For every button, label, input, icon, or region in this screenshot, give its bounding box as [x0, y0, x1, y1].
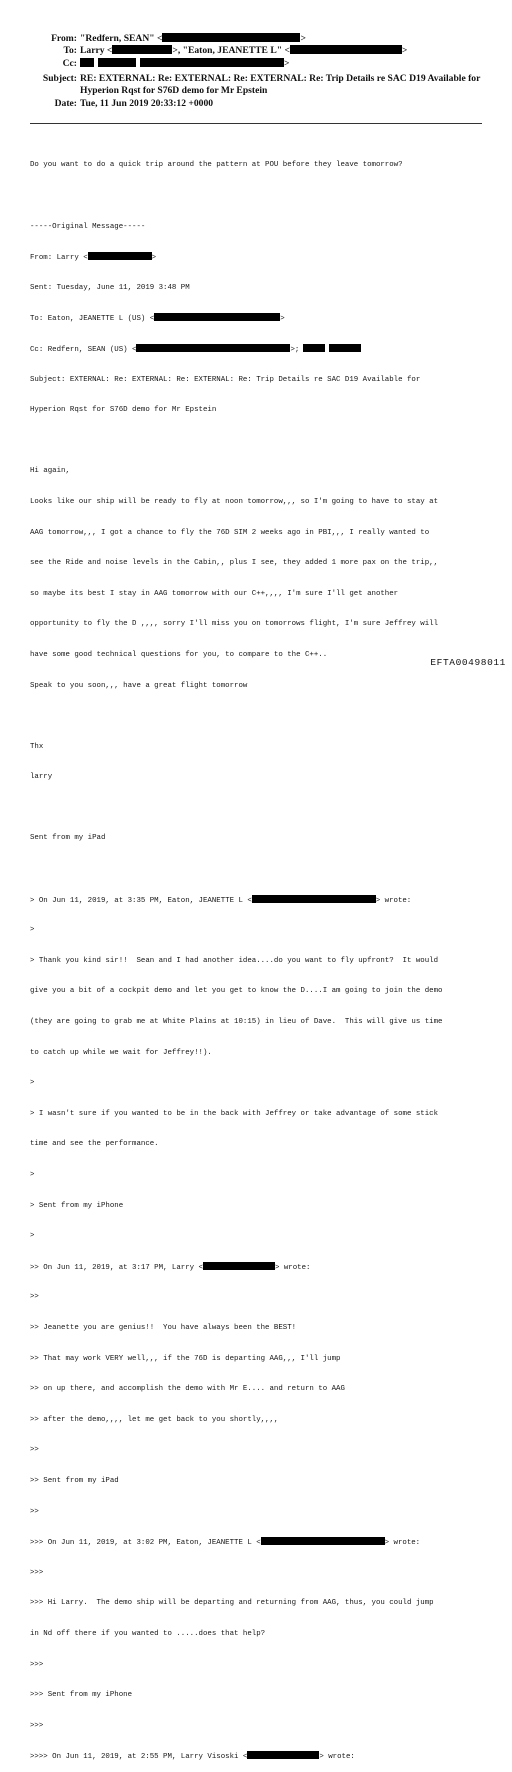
body-line: Subject: EXTERNAL: Re: EXTERNAL: Re: EXTERNAL: Re: Trip Details re SAC D19 Available for — [30, 375, 421, 384]
body-line: Sent from my iPad — [30, 834, 106, 843]
body-line: Thx — [30, 742, 44, 751]
body-line: >>> Sent from my iPhone — [30, 1691, 133, 1700]
document-id: EFTA00498011 — [430, 657, 506, 668]
body-line: >>> — [30, 1721, 44, 1730]
body-line: time and see the performance. — [30, 1140, 159, 1149]
redaction-block — [247, 1751, 319, 1759]
redaction-block — [290, 45, 402, 54]
body-line: >> — [30, 1446, 39, 1455]
from-value: "Redfern, SEAN" < — [80, 33, 163, 44]
from-tail: > — [300, 33, 306, 44]
body-line: >> On Jun 11, 2019, at 3:17 PM, Larry < > wrote: — [30, 1263, 311, 1272]
from-label: From: — [51, 33, 77, 44]
body-line: AAG tomorrow,,, I got a chance to fly the 76D SIM 2 weeks ago in PBI,,, I really wanted to — [30, 528, 430, 537]
body-line: >> That may work VERY well,,, if the 76D is departing AAG,,, I'll jump — [30, 1354, 341, 1363]
body-line: >> — [30, 1507, 39, 1516]
body-line: Sent: Tuesday, June 11, 2019 3:48 PM — [30, 283, 190, 292]
body-line: > — [30, 926, 35, 935]
redaction-block — [252, 895, 376, 903]
date-label: Date: — [54, 98, 77, 109]
body-line: Cc: Redfern, SEAN (US) < >; — [30, 344, 490, 354]
original-message-divider: -----Original Message----- — [30, 222, 146, 231]
body-line: From: Larry < > — [30, 254, 157, 263]
body-line: give you a bit of a cockpit demo and let you get to know the D....I am going to join the demo — [30, 987, 443, 996]
body-line: >>>> On Jun 11, 2019, at 2:55 PM, Larry Visoski < > wrote: — [30, 1753, 355, 1762]
body-line: >> on up there, and accomplish the demo with Mr E.... and return to AAG — [30, 1385, 345, 1394]
to-tail: > — [401, 45, 408, 56]
body-line: > — [30, 1079, 35, 1088]
cc-tail: > — [284, 58, 290, 69]
body-line: >>> — [30, 1660, 44, 1669]
redaction-block — [203, 1262, 275, 1270]
subject-line-2: Hyperion Rqst for S76D demo for Mr Epstein — [80, 85, 268, 96]
body-line: >> Sent from my iPad — [30, 1476, 119, 1485]
email-body — [30, 140, 490, 1772]
body-line: Speak to you soon,,, have a great flight tomorrow — [30, 681, 248, 690]
body-line: Hyperion Rqst for S76D demo for Mr Epstein — [30, 406, 217, 415]
date-value: Tue, 11 Jun 2019 20:33:12 +0000 — [80, 98, 214, 109]
body-line: have some good technical questions for you, to compare to the C++.. — [30, 650, 328, 659]
body-line: so maybe its best I stay in AAG tomorrow with our C++,,,, I'm sure I'll get another — [30, 589, 399, 598]
redaction-block — [136, 344, 290, 352]
to-value-2: >, "Eaton, JEANETTE L" < — [172, 45, 290, 56]
subject-line-1: RE: EXTERNAL: Re: EXTERNAL: Re: EXTERNAL: Re: Trip Details re SAC D19 Available for — [80, 73, 481, 84]
body-line: >> Jeanette you are genius!! You have always been the BEST! — [30, 1323, 297, 1332]
body-line: Hi again, — [30, 467, 70, 476]
redaction-block — [303, 344, 325, 352]
body-line: >> — [30, 1293, 39, 1302]
body-line: to catch up while we wait for Jeffrey!!). — [30, 1048, 212, 1057]
redaction-block — [88, 252, 152, 260]
body-line: in Nd off there if you wanted to .....does that help? — [30, 1629, 266, 1638]
body-line: > — [30, 1232, 35, 1241]
redaction-block — [98, 58, 136, 67]
redaction-block — [162, 33, 300, 42]
body-line: > I wasn't sure if you wanted to be in the back with Jeffrey or take advantage of some stick — [30, 1109, 439, 1118]
body-line: opportunity to fly the D ,,,, sorry I'll miss you on tomorrows flight, I'm sure Jeffrey will — [30, 620, 439, 629]
to-value-1: Larry < — [80, 45, 113, 56]
body-line: >>> On Jun 11, 2019, at 3:02 PM, Eaton, JEANETTE L < > wrote: — [30, 1539, 421, 1548]
body-line: (they are going to grab me at White Plains at 10:15) in lieu of Dave. This will give us time — [30, 1018, 443, 1027]
redaction-block — [140, 58, 284, 67]
body-line: > On Jun 11, 2019, at 3:35 PM, Eaton, JEANETTE L < > wrote: — [30, 896, 412, 905]
redaction-block — [154, 313, 280, 321]
subject-label: Subject: — [42, 73, 77, 84]
body-line: > Thank you kind sir!! Sean and I had another idea....do you want to fly upfront? It would — [30, 956, 439, 965]
body-line: Looks like our ship will be ready to fly at noon tomorrow,,, so I'm going to have to stay at — [30, 497, 439, 506]
to-label: To: — [63, 45, 77, 56]
redaction-block — [329, 344, 361, 352]
body-line: > — [30, 1171, 35, 1179]
header-divider — [30, 123, 482, 124]
redaction-block — [80, 58, 94, 67]
redaction-block — [261, 1537, 385, 1545]
body-line: >> after the demo,,,, let me get back to you shortly,,,, — [30, 1415, 279, 1424]
body-line: larry — [30, 773, 53, 782]
body-line: To: Eaton, JEANETTE L (US) < > — [30, 315, 285, 324]
body-line: see the Ride and noise levels in the Cabin,, plus I see, they added 1 more pax on the trip,, — [30, 559, 439, 568]
body-line: >>> Hi Larry. The demo ship will be departing and returning from AAG, thus, you could jump — [30, 1599, 434, 1608]
body-line: > Sent from my iPhone — [30, 1201, 124, 1210]
redaction-block — [112, 45, 172, 54]
body-line: Do you want to do a quick trip around the pattern at POU before they leave tomorrow? — [30, 161, 403, 170]
cc-label: Cc: — [62, 58, 77, 69]
body-line: >>> — [30, 1568, 44, 1577]
